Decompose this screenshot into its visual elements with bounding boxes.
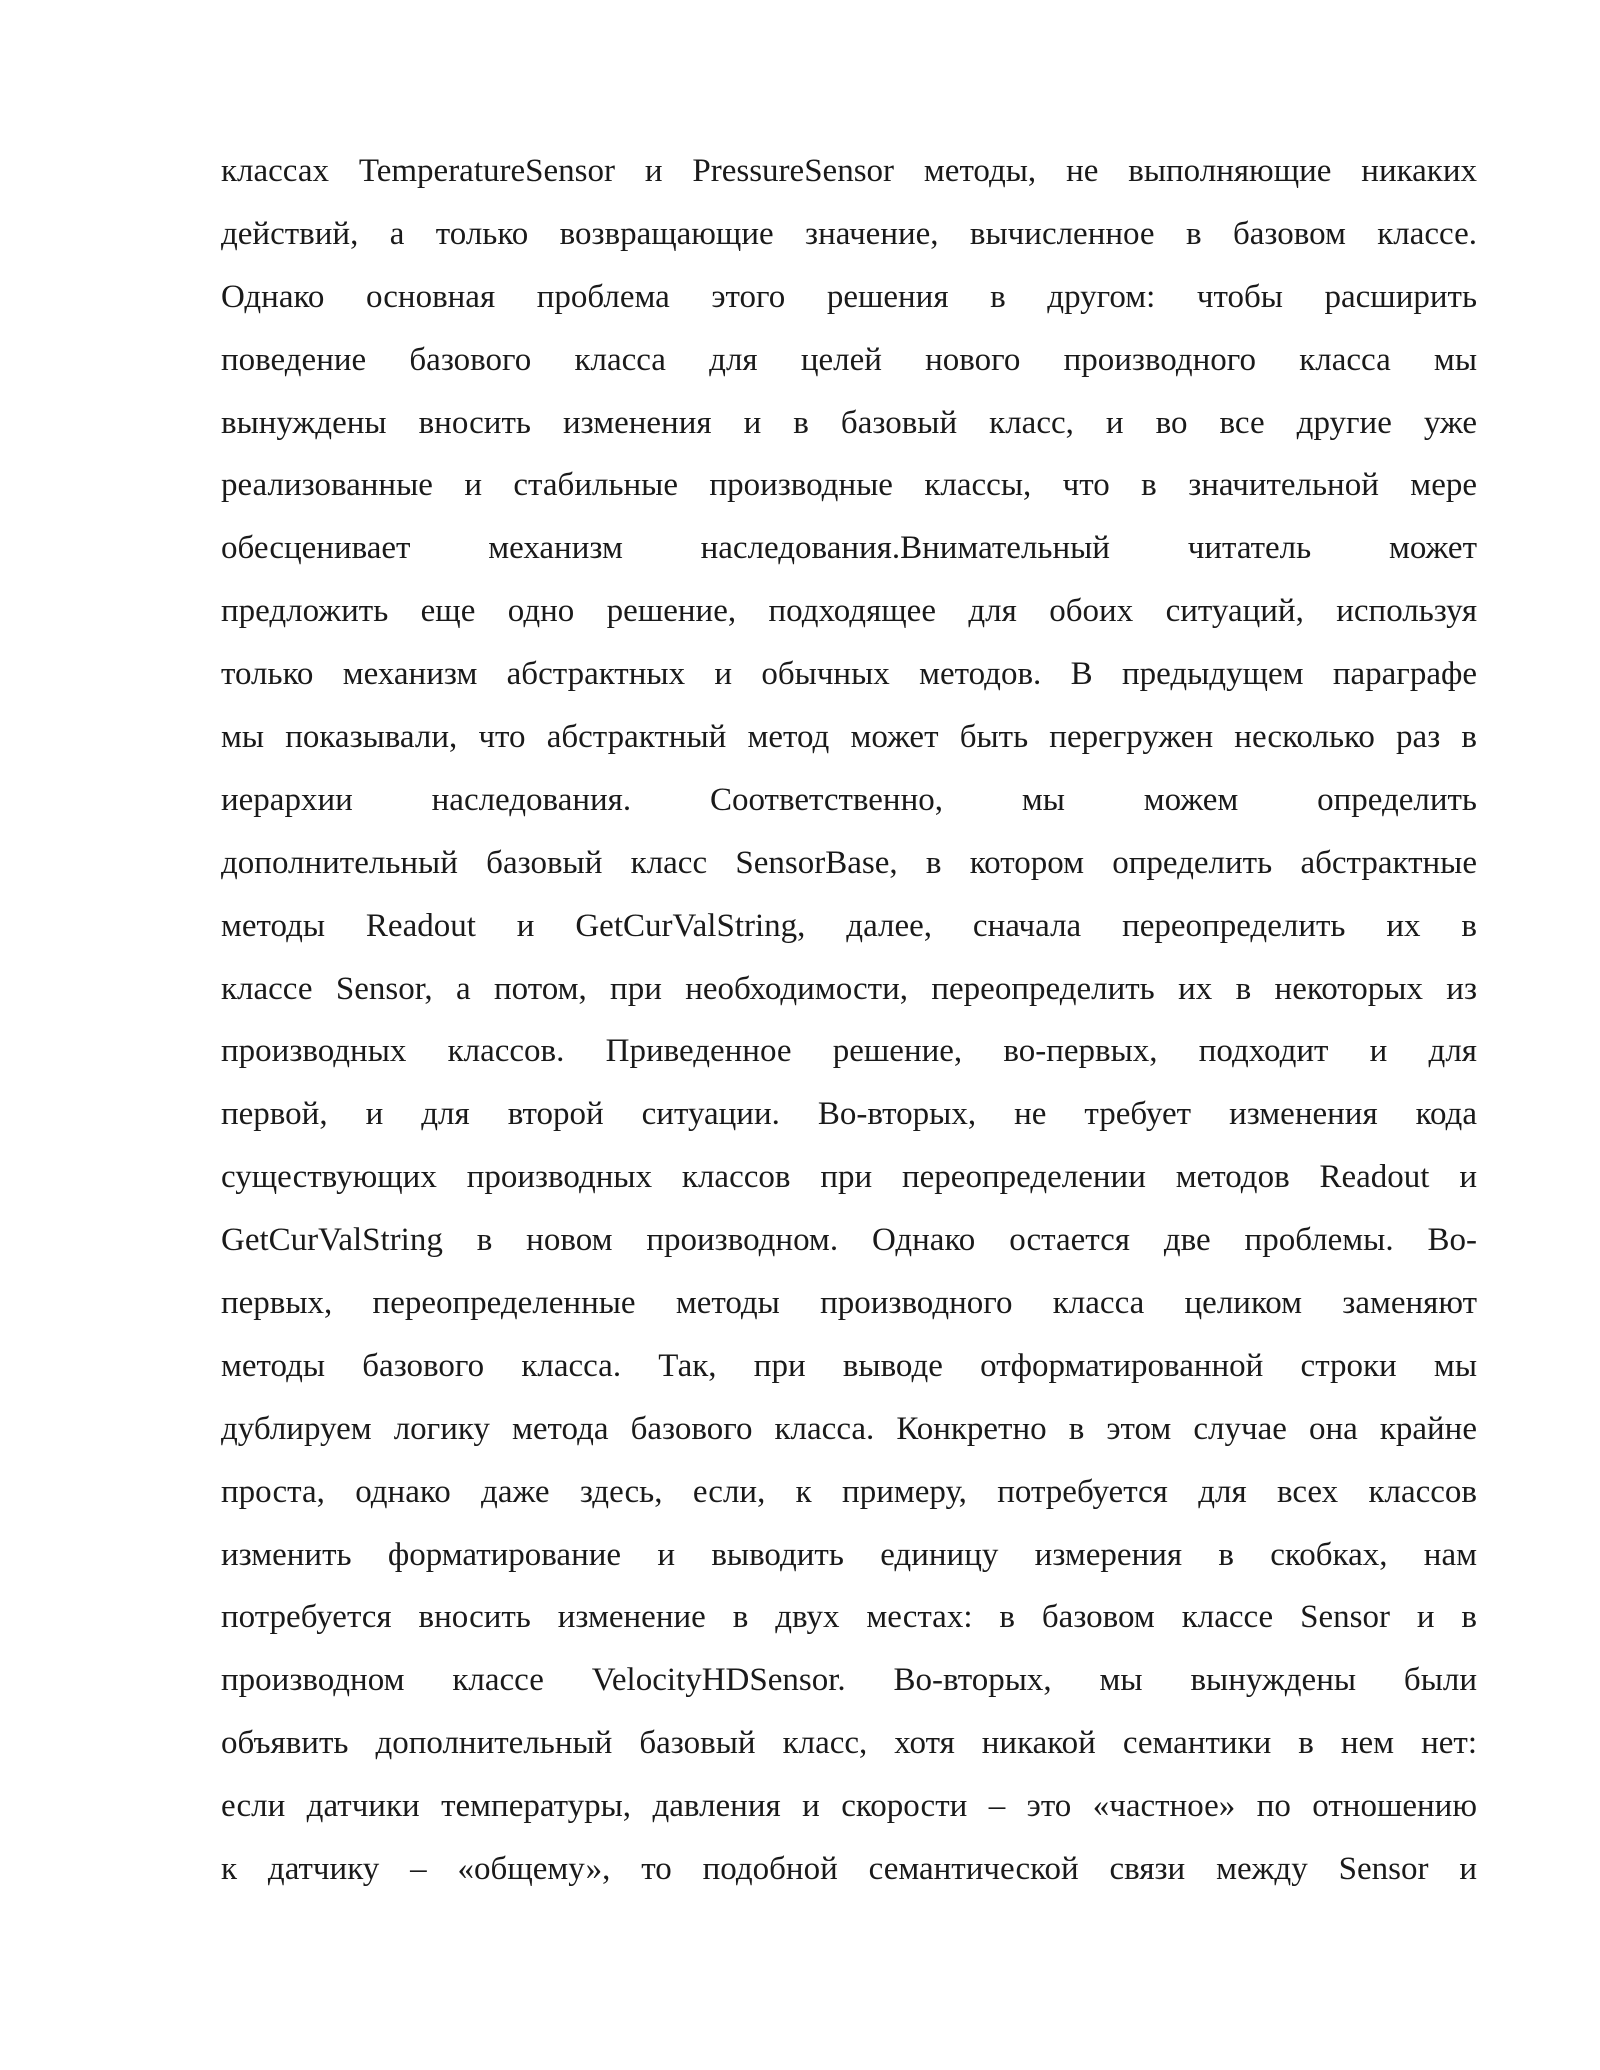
text-line-20: методы базового класса. Так, при выводе отформатированной строки мы — [221, 1347, 1477, 1384]
text-line-18: GetCurValString в новом производном. Однако остается две проблемы. Во- — [221, 1222, 1477, 1259]
text-line-1: классах TemperatureSensor и PressureSensor методы, не выполняющие никаких — [221, 153, 1477, 189]
text-line-28: к датчику – «общему», то подобной семантической связи между Sensor и — [221, 1851, 1477, 1888]
text-line-13: методы Readout и GetCurValString, далее, сначала переопределить их в — [221, 907, 1477, 944]
text-line-8: предложить еще одно решение, подходящее для обоих ситуаций, используя — [221, 593, 1477, 630]
text-line-2: действий, а только возвращающие значение, вычисленное в базовом классе. — [221, 215, 1477, 252]
text-line-12: дополнительный базовый класс SensorBase, в котором определить абстрактные — [221, 844, 1477, 881]
text-line-14: классе Sensor, а потом, при необходимости, переопределить их в некоторых из — [221, 970, 1477, 1007]
text-line-3: Однако основная проблема этого решения в другом: чтобы расширить — [221, 278, 1477, 315]
text-line-25: производном классе VelocityHDSensor. Во-вторых, мы вынуждены были — [221, 1662, 1477, 1699]
text-line-5: вынуждены вносить изменения и в базовый класс, и во все другие уже — [221, 404, 1477, 441]
text-line-21: дублируем логику метода базового класса. Конкретно в этом случае она крайне — [221, 1410, 1477, 1447]
text-line-23: изменить форматирование и выводить единицу измерения в скобках, нам — [221, 1536, 1477, 1573]
text-line-26: объявить дополнительный базовый класс, хотя никакой семантики в нем нет: — [221, 1725, 1477, 1762]
text-line-27: если датчики температуры, давления и скорости – это «частное» по отношению — [221, 1788, 1477, 1825]
text-line-4: поведение базового класса для целей нового производного класса мы — [221, 341, 1477, 378]
text-line-7: обесценивает механизм наследования.Внимательный читатель может — [221, 530, 1477, 567]
text-line-10: мы показывали, что абстрактный метод может быть перегружен несколько раз в — [221, 719, 1477, 756]
text-line-16: первой, и для второй ситуации. Во-вторых, не требует изменения кода — [221, 1096, 1477, 1133]
text-line-19: первых, переопределенные методы производного класса целиком заменяют — [221, 1285, 1477, 1322]
text-line-6: реализованные и стабильные производные классы, что в значительной мере — [221, 467, 1477, 504]
text-line-11: иерархии наследования. Соответственно, мы можем определить — [221, 781, 1477, 818]
body-text — [221, 140, 1477, 1901]
text-line-22: проста, однако даже здесь, если, к примеру, потребуется для всех классов — [221, 1473, 1477, 1510]
text-line-15: производных классов. Приведенное решение, во-первых, подходит и для — [221, 1033, 1477, 1070]
text-line-17: существующих производных классов при переопределении методов Readout и — [221, 1159, 1477, 1196]
text-line-24: потребуется вносить изменение в двух местах: в базовом классе Sensor и в — [221, 1599, 1477, 1636]
text-line-9: только механизм абстрактных и обычных методов. В предыдущем параграфе — [221, 656, 1477, 693]
